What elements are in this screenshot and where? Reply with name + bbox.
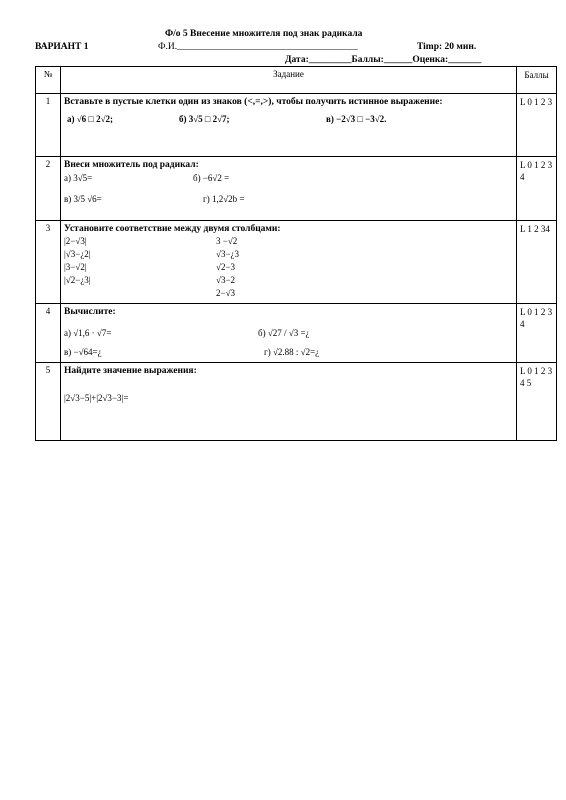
task-item: |2√3−5|+|2√3−3|=	[64, 393, 129, 403]
worksheet-title: Ф/о 5 Внесение множителя под знак радикала	[165, 29, 363, 39]
task-title: Вычислите:	[64, 307, 116, 317]
task-points: L 0 1 2 3 4	[517, 304, 557, 363]
task-item: г) 1,2√2b =	[203, 194, 245, 204]
task-item: в) 3/5 √6=	[64, 194, 102, 204]
task-title: Установите соответствие между двумя столбцами:	[64, 224, 281, 234]
task-items	[64, 112, 513, 127]
right-item: √2−3	[216, 262, 236, 272]
task-title: Найдите значение выражения:	[64, 366, 197, 376]
task-cell	[61, 157, 517, 221]
matching-columns	[64, 235, 513, 301]
task-points: L 0 1 2 34	[517, 157, 557, 221]
task-item: в) −√64=¿	[64, 347, 102, 357]
left-item: |√2−¿3|	[64, 275, 91, 285]
task-points: L 1 2 34	[517, 221, 557, 304]
table-row	[36, 304, 557, 363]
task-item: а) √6 □ 2√2;	[67, 114, 114, 124]
task-points: L 0 1 2 3	[517, 94, 557, 157]
task-title: Вставьте в пустые клетки один из знаков (<,=,>), чтобы получить истинное выражение:	[64, 97, 443, 107]
task-number: 4	[36, 304, 61, 363]
task-items	[64, 192, 513, 207]
left-item: |3−√2|	[64, 262, 87, 272]
task-item: г) √2.88 : √2=¿	[264, 347, 320, 357]
task-cell	[61, 304, 517, 363]
variant-label: ВАРИАНТ 1	[35, 42, 89, 52]
task-number: 5	[36, 363, 61, 441]
left-item: |2−√3|	[64, 236, 87, 246]
task-item: в) −2√3 □ −3√2.	[326, 114, 387, 124]
task-item: б) √27 / √3 =¿	[258, 328, 310, 338]
date-score-grade-line: Дата:_________Баллы:______Оценка:_______	[285, 55, 482, 65]
task-items	[64, 326, 513, 341]
task-item: а) 3√5=	[64, 173, 93, 183]
task-items	[64, 391, 513, 406]
left-column	[64, 235, 91, 287]
task-number: 1	[36, 94, 61, 157]
left-item: |√3−¿2|	[64, 249, 91, 259]
task-cell	[61, 94, 517, 157]
time-limit: Timp: 20 мин.	[417, 42, 477, 52]
task-items	[64, 171, 513, 186]
table-row	[36, 157, 557, 221]
task-cell	[61, 363, 517, 441]
student-name-field: Ф.И.______________________________________	[158, 42, 358, 52]
col-task-header: Задание	[61, 67, 517, 94]
col-points-header: Баллы	[517, 67, 557, 94]
task-title: Внеси множитель под радикал:	[64, 160, 199, 170]
task-cell	[61, 221, 517, 304]
task-item: б) −6√2 =	[193, 173, 230, 183]
table-header-row	[36, 67, 557, 94]
task-item: а) √1,6 · √7=	[64, 328, 112, 338]
right-item: 3 −√2	[216, 236, 238, 246]
tasks-table	[35, 66, 557, 441]
table-row	[36, 94, 557, 157]
task-items	[64, 345, 513, 360]
col-number-header: №	[36, 67, 61, 94]
task-number: 3	[36, 221, 61, 304]
right-item: √3−2	[216, 275, 236, 285]
task-number: 2	[36, 157, 61, 221]
task-points: L 0 1 2 3 4 5	[517, 363, 557, 441]
right-item: 2−√3	[216, 288, 236, 298]
table-row	[36, 221, 557, 304]
right-column	[216, 235, 239, 300]
table-row	[36, 363, 557, 441]
task-item: б) 3√5 □ 2√7;	[179, 114, 230, 124]
right-item: √3−¿3	[216, 249, 240, 259]
